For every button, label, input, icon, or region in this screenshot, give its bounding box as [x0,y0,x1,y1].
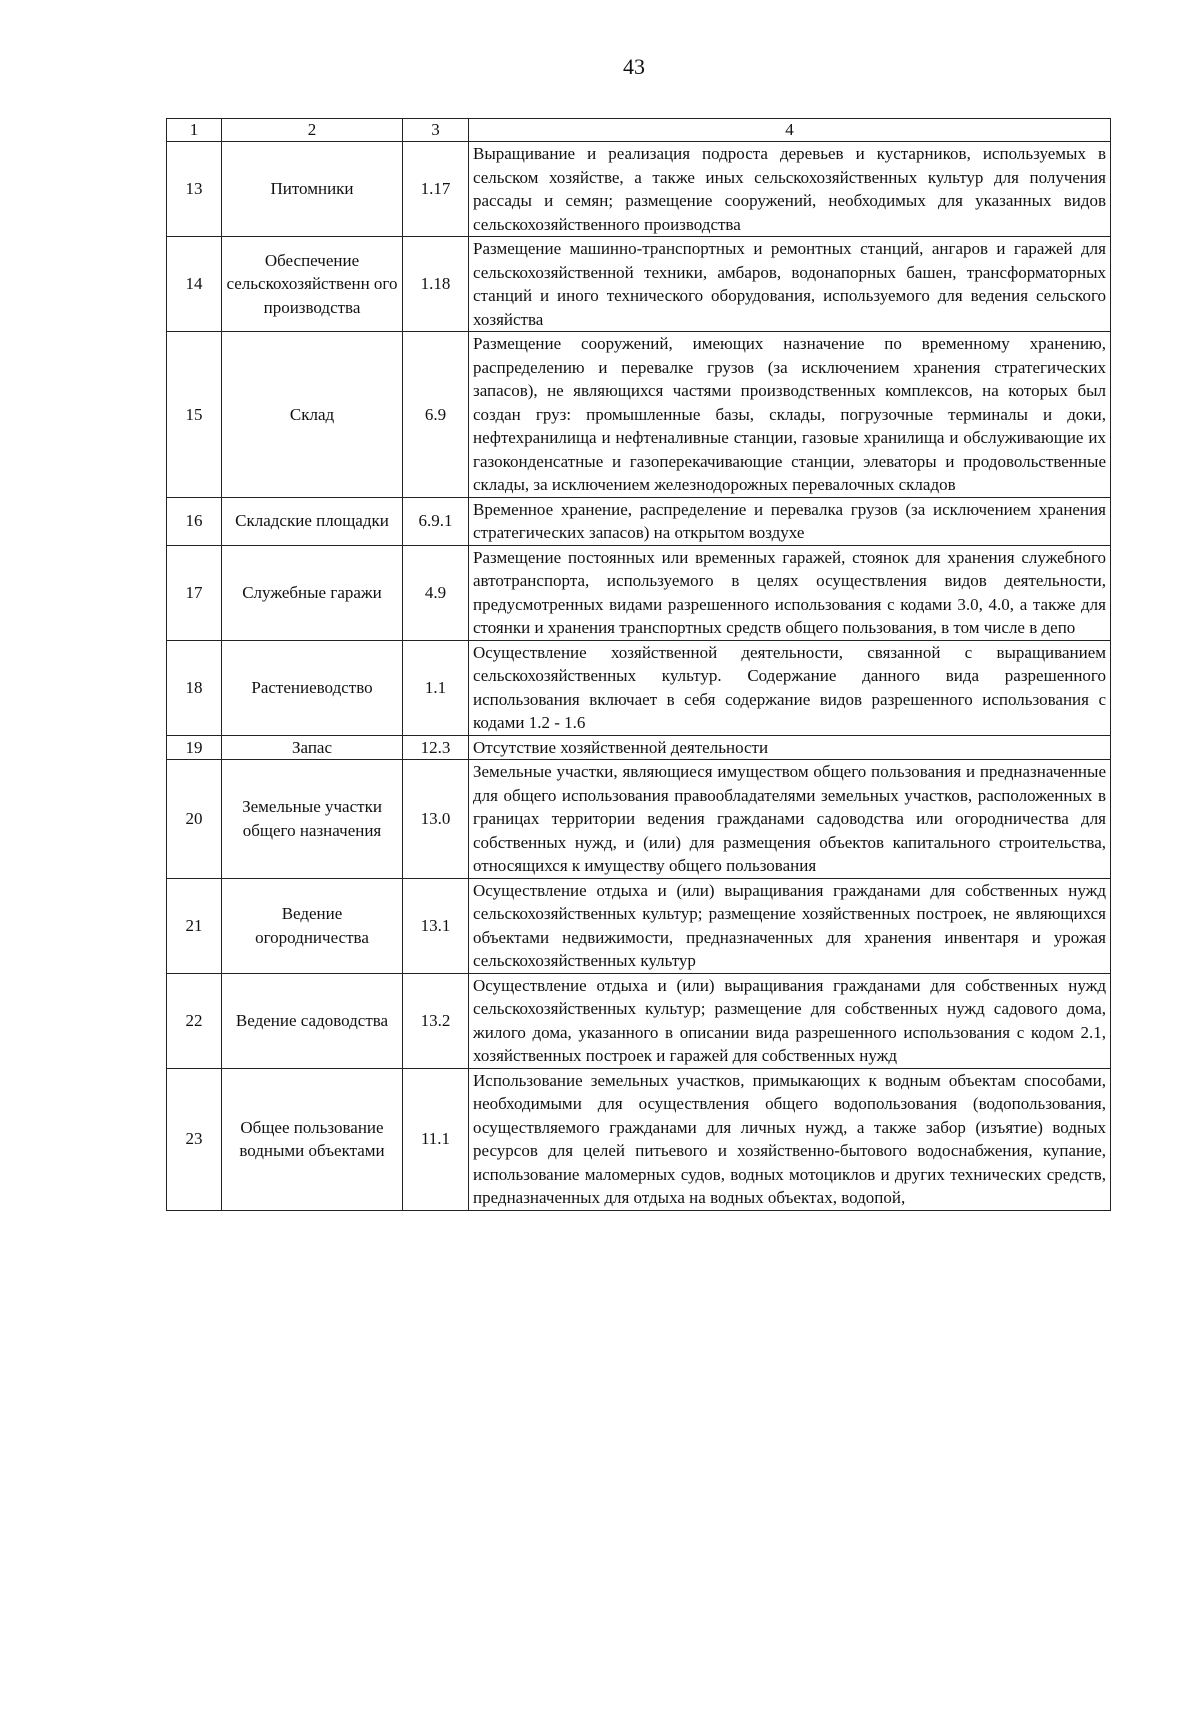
row-code: 4.9 [403,545,469,640]
row-number: 16 [167,497,222,545]
table-row [167,497,1111,545]
row-number: 21 [167,878,222,973]
row-description: Временное хранение, распределение и перевалка грузов (за исключением хранения стратегических запасов) на открытом воздухе [469,497,1111,545]
row-code: 12.3 [403,735,469,760]
table-row [167,545,1111,640]
row-number: 14 [167,237,222,332]
column-header: 3 [403,119,469,142]
table-row [167,237,1111,332]
table-row [167,735,1111,760]
table-row [167,878,1111,973]
row-code: 6.9 [403,332,469,498]
row-name: Запас [222,735,403,760]
row-description: Размещение постоянных или временных гаражей, стоянок для хранения служебного автотранспорта, используемого в целях осуществления видов деятельности, предусмотренных видами разрешенного использования с кодами 3.0, 4.0, а также для стоянки и хранения транспортных средств общего пользования, в том числе в депо [469,545,1111,640]
table-header-row [167,119,1111,142]
row-number: 17 [167,545,222,640]
row-description: Использование земельных участков, примыкающих к водным объектам способами, необходимыми для осуществления общего водопользования (водопользования, осуществляемого гражданами для личных нужд, а также забор (изъятие) водных ресурсов для целей питьевого и хозяйственно-бытового водоснабжения, купание, использование маломерных судов, водных мотоциклов и других технических средств, предназначенных для отдыха на водных объектах, водопой, [469,1068,1111,1210]
row-description: Осуществление отдыха и (или) выращивания гражданами для собственных нужд сельскохозяйственных культур; размещение хозяйственных построек, не являющихся объектами недвижимости, предназначенных для хранения инвентаря и урожая сельскохозяйственных культур [469,878,1111,973]
row-description: Размещение машинно-транспортных и ремонтных станций, ангаров и гаражей для сельскохозяйственной техники, амбаров, водонапорных башен, трансформаторных станций и иного технического оборудования, используемого для ведения сельского хозяйства [469,237,1111,332]
row-name: Питомники [222,142,403,237]
row-name: Служебные гаражи [222,545,403,640]
row-code: 11.1 [403,1068,469,1210]
table-row [167,640,1111,735]
row-number: 13 [167,142,222,237]
row-code: 1.17 [403,142,469,237]
row-name: Земельные участки общего назначения [222,760,403,879]
row-code: 1.1 [403,640,469,735]
row-number: 18 [167,640,222,735]
row-code: 6.9.1 [403,497,469,545]
row-description: Осуществление отдыха и (или) выращивания гражданами для собственных нужд сельскохозяйственных культур; размещение для собственных нужд садового дома, жилого дома, указанного в описании вида разрешенного использования с кодом 2.1, хозяйственных построек и гаражей для собственных нужд [469,973,1111,1068]
column-header: 4 [469,119,1111,142]
row-name: Общее пользование водными объектами [222,1068,403,1210]
row-number: 23 [167,1068,222,1210]
table-row [167,332,1111,498]
row-number: 20 [167,760,222,879]
table-row [167,142,1111,237]
page-number: 43 [623,54,645,79]
row-description: Выращивание и реализация подроста деревьев и кустарников, используемых в сельском хозяйстве, а также иных сельскохозяйственных культур для получения рассады и семян; размещение сооружений, необходимых для указанных видов сельскохозяйственного производства [469,142,1111,237]
column-header: 2 [222,119,403,142]
row-name: Обеспечение сельскохозяйственн ого производства [222,237,403,332]
row-code: 13.1 [403,878,469,973]
table-row [167,1068,1111,1210]
row-code: 13.0 [403,760,469,879]
table-row [167,973,1111,1068]
table-row [167,760,1111,879]
row-description: Отсутствие хозяйственной деятельности [469,735,1111,760]
row-description: Земельные участки, являющиеся имуществом общего пользования и предназначенные для общего использования правообладателями земельных участков, расположенных в границах территории ведения гражданами садоводства или огородничества для собственных нужд, и (или) для размещения объектов капитального строительства, относящихся к имуществу общего пользования [469,760,1111,879]
row-number: 19 [167,735,222,760]
row-name: Склад [222,332,403,498]
row-code: 13.2 [403,973,469,1068]
land-use-table [166,118,1111,1211]
row-number: 15 [167,332,222,498]
row-name: Ведение огородничества [222,878,403,973]
column-header: 1 [167,119,222,142]
row-code: 1.18 [403,237,469,332]
row-name: Складские площадки [222,497,403,545]
row-description: Осуществление хозяйственной деятельности, связанной с выращиванием сельскохозяйственных культур. Содержание данного вида разрешенного использования включает в себя содержание видов разрешенного использования с кодами 1.2 - 1.6 [469,640,1111,735]
row-name: Ведение садоводства [222,973,403,1068]
row-description: Размещение сооружений, имеющих назначение по временному хранению, распределению и перевалке грузов (за исключением хранения стратегических запасов), не являющихся частями производственных комплексов, на которых был создан груз: промышленные базы, склады, погрузочные терминалы и доки, нефтехранилища и нефтеналивные станции, газовые хранилища и обслуживающие их газоконденсатные и газоперекачивающие станции, элеваторы и продовольственные склады, за исключением железнодорожных перевалочных складов [469,332,1111,498]
row-number: 22 [167,973,222,1068]
row-name: Растениеводство [222,640,403,735]
